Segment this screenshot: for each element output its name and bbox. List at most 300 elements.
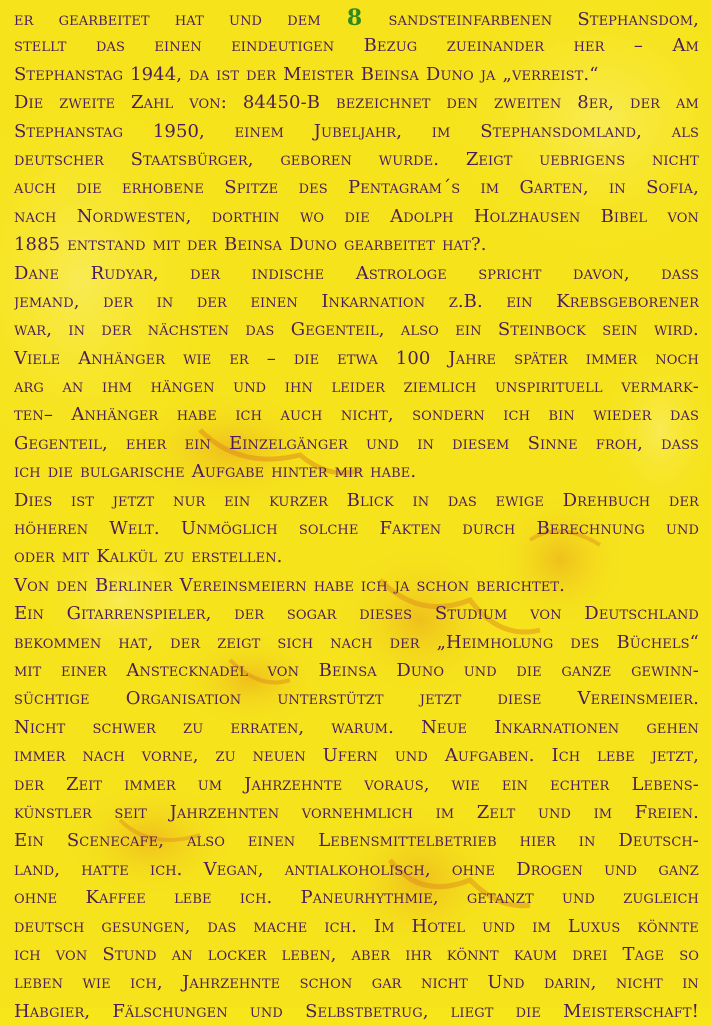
text-word: im — [532, 915, 551, 937]
text-word: eindeutigen — [231, 35, 335, 57]
text-word: zu — [164, 546, 185, 568]
text-word: und — [562, 887, 596, 909]
text-word: in — [578, 830, 596, 852]
text-word: Adolph — [390, 205, 454, 227]
text-line — [14, 685, 699, 713]
text-line — [14, 4, 699, 32]
text-word: in — [156, 290, 174, 312]
text-word: der — [103, 290, 134, 312]
text-word: hatte — [81, 858, 129, 880]
text-word: und — [229, 9, 263, 30]
text-word: land, — [14, 858, 61, 880]
text-word: 1885 — [14, 234, 61, 256]
text-word: im — [593, 801, 613, 823]
text-word: der — [101, 319, 132, 341]
text-word: Viele — [14, 347, 61, 369]
text-word: Von — [14, 574, 50, 596]
text-line — [14, 600, 699, 628]
text-word: voraus, — [364, 773, 430, 795]
text-word: Zeigt — [465, 148, 513, 170]
text-word: und — [394, 745, 428, 767]
text-word: ja — [394, 574, 410, 596]
text-word: Zelt — [476, 801, 516, 823]
text-word: Berliner — [94, 574, 173, 596]
text-word: immer — [14, 745, 66, 767]
text-word: ohne — [451, 858, 496, 880]
text-word: einen — [250, 290, 298, 312]
text-line — [14, 174, 699, 202]
text-word: Am — [672, 35, 699, 57]
text-line — [14, 941, 699, 969]
text-word: 100 — [395, 347, 431, 369]
text-word: oder — [14, 546, 55, 568]
text-word: arg — [14, 376, 44, 398]
text-word: ich — [14, 461, 41, 483]
text-word: leider — [331, 376, 386, 398]
text-word: im — [480, 177, 500, 199]
text-word: Jahre — [448, 347, 497, 369]
text-word: aber — [351, 943, 391, 965]
text-line — [14, 430, 699, 458]
text-line — [14, 629, 699, 657]
text-word: Jahrzehnte — [182, 972, 281, 994]
text-word: schwer — [92, 716, 156, 738]
text-word: Und — [487, 972, 525, 994]
text-word: die — [515, 1000, 541, 1022]
text-word: von — [267, 659, 300, 681]
text-word: Jubeljahr, — [313, 120, 403, 142]
text-word: die — [76, 177, 102, 199]
text-word: Vereinsmeier. — [577, 688, 699, 710]
text-word: der — [196, 290, 227, 312]
text-word: Fälschungen — [112, 1000, 228, 1022]
text-word: getanzt — [466, 887, 534, 909]
text-word: den — [56, 574, 88, 596]
text-line — [14, 146, 699, 174]
text-word: diese — [497, 688, 542, 710]
text-word: 1944, — [130, 63, 183, 85]
text-word: locker — [207, 943, 267, 965]
text-word: und — [604, 858, 638, 880]
text-line — [14, 827, 699, 855]
text-word: ewige — [495, 489, 544, 511]
text-word: sogar — [286, 603, 337, 625]
text-word: wird. — [653, 319, 699, 341]
text-word: lebe — [597, 745, 635, 767]
text-word: dorthin — [211, 205, 280, 227]
text-word: Spitze — [224, 177, 279, 199]
text-word: Stephansdomland, — [480, 120, 642, 142]
text-word: schon — [299, 972, 353, 994]
text-word: dem — [287, 9, 321, 30]
text-word: das — [95, 35, 125, 57]
text-word: ten– — [14, 404, 53, 426]
text-word: Staatsbürger, — [130, 148, 254, 170]
text-line — [14, 373, 699, 401]
text-word: Kalkül — [96, 546, 158, 568]
text-word: und — [537, 801, 572, 823]
text-word: Astrologe — [355, 262, 447, 284]
text-word: der — [14, 773, 45, 795]
text-word: kurzer — [269, 489, 328, 511]
text-word: Sinne — [527, 432, 578, 454]
text-word: des — [570, 631, 600, 653]
text-word: davon, — [573, 262, 630, 284]
text-line — [14, 884, 699, 912]
text-word: deutsch — [14, 915, 85, 937]
text-line — [14, 260, 699, 288]
text-word: Berechnung — [536, 518, 645, 540]
text-word: jetzt, — [651, 745, 699, 767]
text-word: her — [573, 35, 605, 57]
text-word: bulgarische — [80, 461, 185, 483]
text-line — [14, 118, 699, 146]
text-word: lebe — [174, 887, 212, 909]
text-word: und — [665, 518, 699, 540]
text-word: der — [190, 262, 221, 284]
text-word: entstand — [67, 234, 146, 256]
text-word: Pentagram´s — [348, 177, 461, 199]
text-word: mit — [61, 546, 90, 568]
text-word: so — [679, 943, 699, 965]
text-word: ganze — [561, 659, 612, 681]
text-word: Im — [373, 915, 395, 937]
text-word: also — [400, 319, 439, 341]
text-line — [14, 799, 699, 827]
text-word: mit — [152, 234, 181, 256]
text-word: Zeit — [66, 773, 103, 795]
text-word: Anhänger — [71, 404, 159, 426]
text-word: Beinsa — [360, 63, 419, 85]
text-word: 1950, — [152, 120, 205, 142]
text-word: Stephanstag — [14, 120, 124, 142]
text-word: Beinsa — [318, 659, 377, 681]
text-word: Paneurhythmie, — [300, 887, 439, 909]
text-word: Jahrzehnte — [244, 773, 343, 795]
text-word: noch — [655, 347, 699, 369]
text-word: Luxus — [567, 915, 621, 937]
text-word: Gegenteil, — [290, 319, 385, 341]
text-word: Meisterschaft! — [563, 1000, 699, 1022]
text-word: wo — [299, 205, 325, 227]
text-word: da — [189, 63, 210, 85]
text-word: erstellen. — [191, 546, 283, 568]
text-word: unspirituell — [495, 376, 603, 398]
text-word: von — [55, 943, 88, 965]
text-word: jetzt — [419, 688, 462, 710]
text-word: Sofia, — [646, 177, 699, 199]
text-line — [14, 203, 699, 231]
text-word: „Heimholung — [436, 631, 554, 653]
text-word: er — [14, 9, 34, 30]
text-word: könnt — [446, 943, 499, 965]
text-word: ich. — [149, 858, 183, 880]
text-word: an — [171, 943, 193, 965]
text-word: künstler — [14, 801, 92, 823]
text-word: Rudyar, — [90, 262, 159, 284]
text-word: in — [682, 972, 699, 994]
text-word: berichtet. — [476, 574, 566, 596]
text-word: gar — [371, 972, 402, 994]
text-word: ich — [503, 404, 531, 426]
text-word: erraten, — [230, 716, 305, 738]
text-word: Selbstbetrug, — [305, 1000, 429, 1022]
text-word: ich — [235, 404, 263, 426]
text-word: Lebensmittelbetrieb — [318, 830, 497, 852]
text-line — [14, 969, 699, 997]
text-word: Unmöglich — [180, 518, 278, 540]
text-line — [14, 487, 699, 515]
text-word: – — [633, 35, 644, 57]
text-word: Inkarnation — [321, 290, 426, 312]
text-word: Stephansdom, — [577, 9, 699, 30]
text-word: Nicht — [14, 716, 66, 738]
text-word: der — [630, 92, 661, 114]
text-word: mir — [334, 461, 364, 483]
text-word: Fakten — [379, 518, 442, 540]
number-eight-mark: 8 — [346, 5, 363, 31]
text-word: ich. — [324, 915, 357, 937]
text-word: 8er, — [577, 92, 615, 114]
text-word: nicht — [420, 972, 468, 994]
text-word: bin — [548, 404, 575, 426]
text-line — [14, 515, 699, 543]
text-line — [14, 32, 699, 60]
text-word: im — [431, 120, 451, 142]
text-word: Bezug — [363, 35, 418, 57]
text-word: auch — [280, 404, 323, 426]
text-word: sandsteinfarbenen — [388, 9, 553, 30]
text-word: Die — [14, 92, 44, 114]
text-word: kaum — [513, 943, 558, 965]
text-word: ein — [501, 773, 529, 795]
text-word: Nordwesten, — [76, 205, 192, 227]
text-word: nächsten — [147, 319, 230, 341]
text-word: ein — [455, 319, 482, 341]
text-word: Blick — [346, 489, 394, 511]
text-word: Krebsgeborener — [556, 290, 699, 312]
text-word: ist — [71, 489, 95, 511]
text-word: mit — [14, 659, 42, 681]
text-word: Neue — [421, 716, 468, 738]
text-line — [14, 771, 699, 799]
text-word: drei — [572, 943, 608, 965]
text-word: zu — [183, 716, 204, 738]
text-word: Dane — [14, 262, 60, 284]
text-word: etwa — [337, 347, 378, 369]
text-word: also — [187, 830, 225, 852]
text-word: Büchels“ — [616, 631, 699, 653]
text-word: liegt — [450, 1000, 494, 1022]
text-word: Zahl — [131, 92, 174, 114]
text-word: ein — [506, 290, 533, 312]
text-word: Organisation — [125, 688, 242, 710]
text-word: eher — [125, 432, 167, 454]
text-word: hier — [519, 830, 556, 852]
text-word: jetzt — [112, 489, 155, 511]
text-word: in — [417, 432, 434, 454]
text-word: könnte — [637, 915, 699, 937]
text-word: hängen — [150, 376, 215, 398]
text-word: zweite — [59, 92, 116, 114]
text-line — [14, 316, 699, 344]
text-word: des — [298, 177, 328, 199]
text-word: ihr — [405, 943, 432, 965]
text-line — [14, 61, 699, 89]
text-line — [14, 288, 699, 316]
text-word: unterstützt — [277, 688, 384, 710]
text-word: Drehbuch — [562, 489, 651, 511]
text-word: leben, — [281, 943, 337, 965]
text-word: Freien. — [634, 801, 699, 823]
text-word: einen — [154, 35, 202, 57]
text-word: das — [207, 915, 237, 937]
text-word: von: — [189, 92, 227, 114]
text-word: ich, — [130, 972, 163, 994]
text-word: süchtige — [14, 688, 90, 710]
text-word: Vereinsmeiern — [179, 574, 307, 596]
text-word: und — [366, 432, 400, 454]
text-word: bekommen — [14, 631, 102, 653]
text-word: wie — [451, 773, 480, 795]
text-word: leben — [14, 972, 64, 994]
text-word: Gegenteil, — [14, 432, 108, 454]
text-word: das — [245, 319, 275, 341]
text-word: zueinander — [446, 35, 545, 57]
text-word: mache — [253, 915, 308, 937]
text-word: nicht, — [340, 404, 394, 426]
text-word: darin, — [544, 972, 597, 994]
text-word: Ein — [14, 830, 44, 852]
text-word: ein — [184, 432, 211, 454]
text-word: indische — [251, 262, 325, 284]
text-word: dass — [661, 432, 699, 454]
text-word: Einzelgänger — [229, 432, 348, 454]
text-line — [14, 543, 699, 571]
text-word: er — [229, 347, 249, 369]
text-word: den — [446, 92, 479, 114]
text-word: echter — [550, 773, 610, 795]
text-word: der — [234, 603, 265, 625]
text-word: Ich — [551, 745, 581, 767]
text-word: Inkarnationen — [494, 716, 620, 738]
text-line — [14, 657, 699, 685]
text-word: neuen — [252, 745, 306, 767]
text-word: Drogen — [516, 858, 583, 880]
text-word: Kaffee — [85, 887, 146, 909]
text-word: wurde. — [378, 148, 440, 170]
text-word: jemand, — [14, 290, 80, 312]
text-word: z.B. — [448, 290, 483, 312]
text-word: die — [516, 659, 542, 681]
text-word: Tage — [622, 943, 665, 965]
text-word: Deutschland — [584, 603, 699, 625]
text-word: Anstecknadel — [126, 659, 248, 681]
text-line — [14, 401, 699, 429]
text-word: immer — [585, 347, 638, 369]
text-word: Bibel — [600, 205, 648, 227]
text-word: Anhänger — [78, 347, 166, 369]
text-line — [14, 231, 699, 259]
text-word: nach — [14, 205, 57, 227]
text-word: das — [669, 404, 699, 426]
text-word: nach — [82, 745, 125, 767]
text-word: wieder — [593, 404, 652, 426]
text-word: froh, — [595, 432, 643, 454]
text-word: 84450-B — [242, 92, 321, 114]
text-word: „verreist.“ — [502, 63, 599, 85]
text-word: ja — [480, 63, 496, 85]
text-word: Stephanstag — [14, 63, 124, 85]
text-word: vermark- — [621, 376, 699, 398]
text-word: seit — [114, 801, 148, 823]
text-line — [14, 458, 699, 486]
text-word: warum. — [331, 716, 394, 738]
text-word: der — [170, 631, 201, 653]
text-word: uebrigens — [539, 148, 626, 170]
text-word: habe. — [370, 461, 417, 483]
text-word: der — [389, 631, 420, 653]
text-word: Beinsa — [224, 234, 283, 256]
text-line — [14, 998, 699, 1026]
text-word: immer — [124, 773, 176, 795]
text-word: durch — [462, 518, 516, 540]
text-word: an — [62, 376, 84, 398]
text-word: Duno — [289, 234, 337, 256]
text-word: und — [482, 915, 516, 937]
text-word: der — [246, 63, 277, 85]
text-word: der — [668, 489, 699, 511]
text-word: Welt. — [109, 518, 160, 540]
text-word: Holzhausen — [473, 205, 581, 227]
text-word: Studium — [434, 603, 508, 625]
text-word: wie — [82, 972, 111, 994]
text-word: zweiten — [494, 92, 562, 114]
text-word: Steinbock — [497, 319, 586, 341]
text-word: vorne, — [141, 745, 199, 767]
text-word: auch — [14, 177, 57, 199]
text-word: nach — [330, 631, 373, 653]
text-word: ziemlich — [403, 376, 477, 398]
text-word: schon — [416, 574, 470, 596]
text-word: in — [609, 177, 626, 199]
text-word: nicht — [651, 148, 699, 170]
text-word: ohne — [14, 887, 58, 909]
text-word: Jahrzehnten — [169, 801, 280, 823]
text-word: einen — [247, 830, 296, 852]
text-word: ihm — [101, 376, 133, 398]
text-word: Garten, — [519, 177, 589, 199]
text-word: hat?. — [442, 234, 487, 256]
text-word: Meister — [283, 63, 354, 85]
text-word: Aufgaben. — [444, 745, 535, 767]
text-word: und — [249, 1000, 283, 1022]
text-word: erhobene — [121, 177, 204, 199]
text-word: Aufgabe — [191, 461, 265, 483]
text-word: gewinn- — [631, 659, 699, 681]
text-word: ganz — [658, 858, 699, 880]
text-word: hat, — [118, 631, 154, 653]
text-word: ich — [360, 574, 388, 596]
text-word: der — [187, 234, 218, 256]
text-word: ich. — [239, 887, 273, 909]
text-word: Habgier, — [14, 1000, 91, 1022]
text-word: Gitarrenspieler, — [66, 603, 212, 625]
text-word: später — [514, 347, 568, 369]
text-line — [14, 345, 699, 373]
text-word: um — [197, 773, 223, 795]
text-word: Dies — [14, 489, 53, 511]
